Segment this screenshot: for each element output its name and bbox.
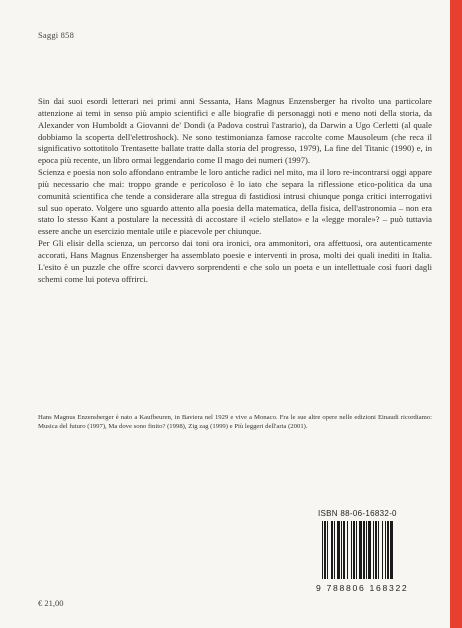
blurb-paragraph-2: Scienza e poesia non solo affondano entrambe le loro antiche radici nel mito, ma il loro re-incontrarsi oggi appare più necessario che mai: troppo grande e pericoloso è lo iato che separa la riflessione etico-politica da una comunità scientifica che tende a considerare alla stregua di fastidiosi intrusi chiunque ponga critici interrogativi sul suo operato. Volgere uno sguardo attento alla poesia della matematica, della fisica, dell'astronomia – non era stato lo stesso Kant a postulare la necessità di accostare il «cielo stellato» e la «legge morale»? – può tuttavia essere anche un esercizio mentale utile e piacevole per chiunque. xyxy=(38,167,432,237)
barcode-number: 9 788806 168322 xyxy=(316,583,409,593)
blurb-text xyxy=(38,96,432,286)
series-label: Saggi 858 xyxy=(38,30,75,40)
blurb-paragraph-1: Sin dai suoi esordi letterari nei primi anni Sessanta, Hans Magnus Enzensberger ha rivolto una particolare attenzione ai temi in senso più ampio scientifici e alle biografie di personaggi noti e meno noti della storia, da Alexander von Humboldt a Giovanni de' Dondi (a Padova costruì l'astrario), da Darwin a Ugo Cerletti (al quale dobbiamo la scoperta dell'elettroshock). Ne sono testimonianza famose raccolte come Mausoleum (che reca il significativo sottotitolo Trentasette ballate tratte dalla storia del progresso, 1979), La fine del Titanic (1990) e, in epoca più recente, un libro ormai leggendario come Il mago dei numeri (1997). xyxy=(38,96,432,166)
blurb-paragraph-3: Per Gli elisir della scienza, un percorso dai toni ora ironici, ora ammonitori, ora affettuosi, ora autenticamente accorati, Hans Magnus Enzensberger ha assemblato poesie e interventi in prosa, molti dei quali inediti in Italia. L'esito è un puzzle che offre scorci davvero sorprendenti e che solo un poeta e un intellettuale così fuori dagli schemi come lui poteva offrirci. xyxy=(38,238,432,284)
barcode-bars-icon xyxy=(322,521,418,581)
author-bio: Hans Magnus Enzensberger è nato a Kaufbeuren, in Baviera nel 1929 e vive a Monaco. Fra le sue altre opere nelle edizioni Einaudi ricordiamo: Musica del futuro (1997), Ma dove sono finito? (1998), Zig zag (1999) e Più leggeri dell'aria (2001). xyxy=(38,414,432,431)
barcode xyxy=(316,521,424,599)
price: € 21,00 xyxy=(38,598,64,608)
isbn-label: ISBN 88-06-16832-0 xyxy=(318,509,397,518)
spine-color-strip xyxy=(450,0,462,628)
